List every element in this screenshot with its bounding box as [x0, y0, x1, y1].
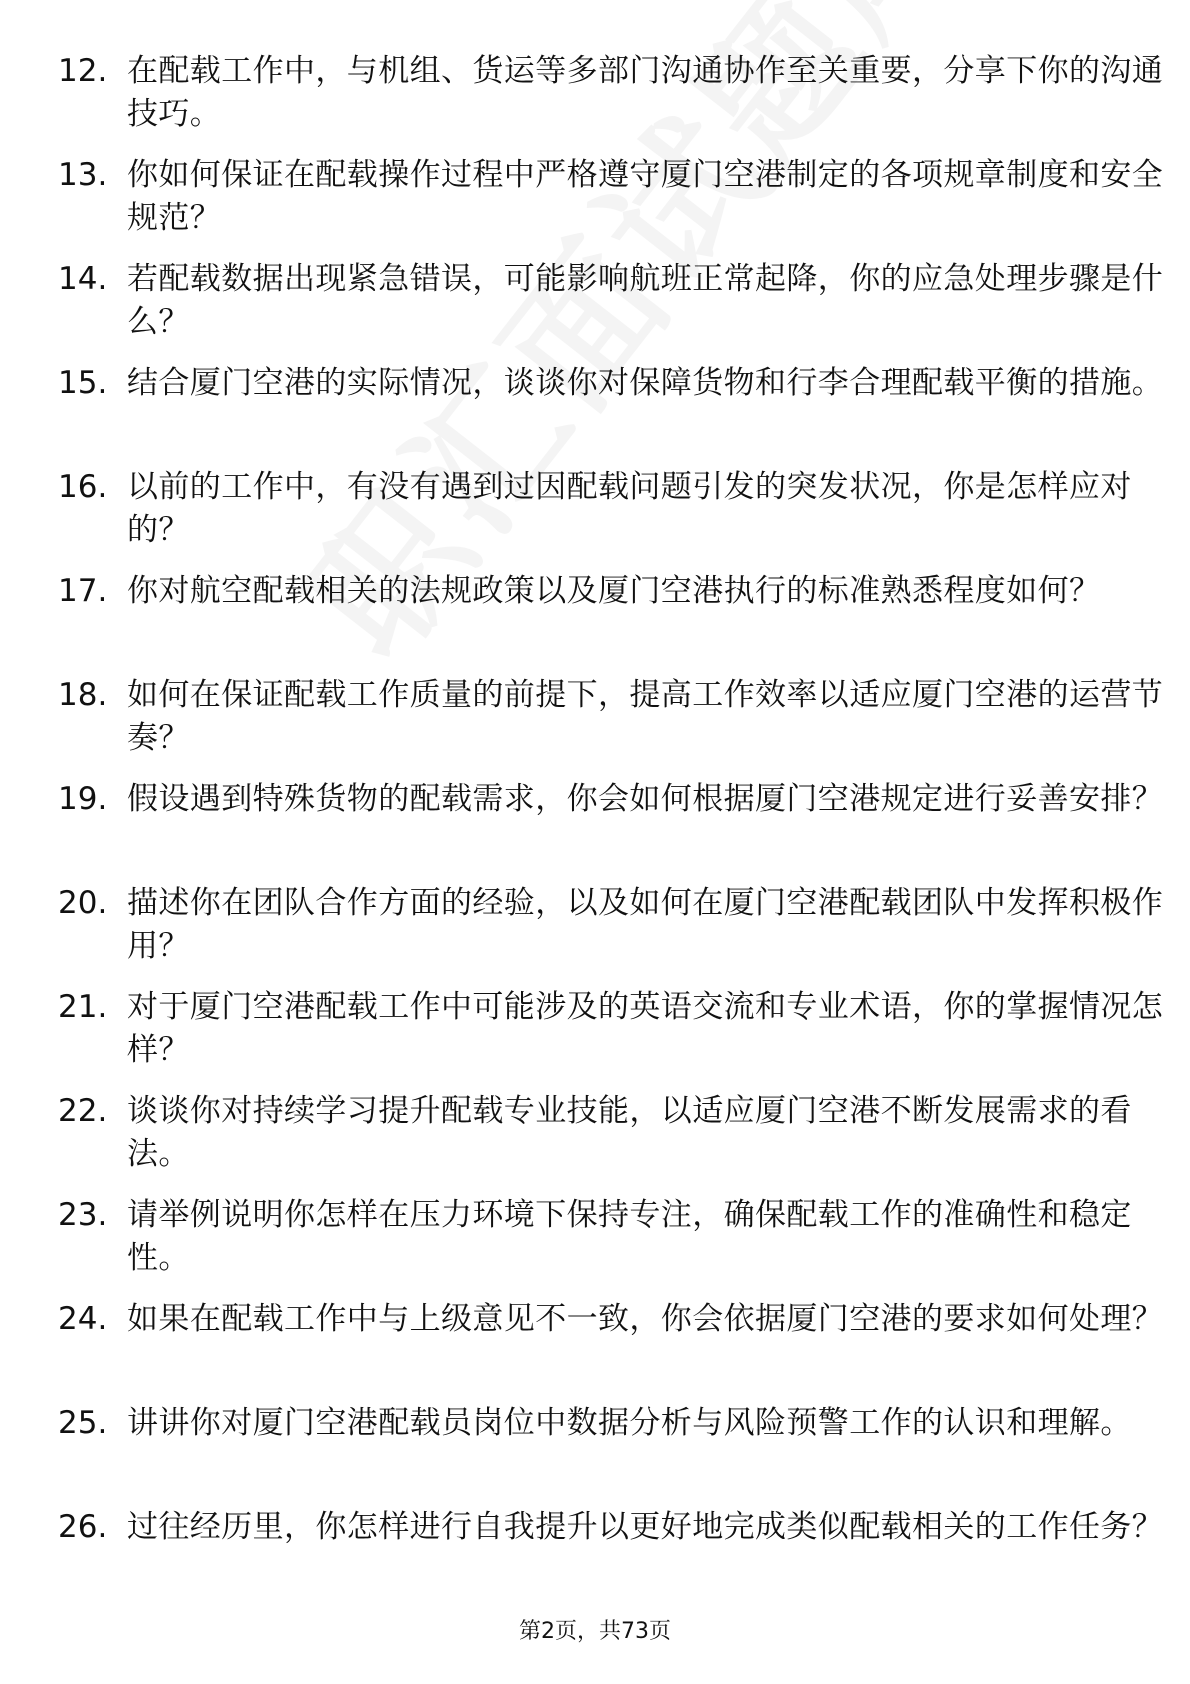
question-text: 假设遇到特殊货物的配载需求，你会如何根据厦门空港规定进行妥善安排？ — [127, 781, 1164, 817]
question-item — [58, 466, 1132, 552]
page-indicator: 第2页，共73页 — [519, 1619, 671, 1644]
question-item — [58, 362, 1164, 448]
question-item — [58, 1298, 1164, 1384]
question-number: 19. — [58, 781, 108, 817]
question-text: 描述你在团队合作方面的经验，以及如何在厦门空港配载团队中发挥积极作用？ — [127, 885, 1164, 964]
question-number: 16. — [58, 469, 108, 505]
question-item — [58, 882, 1164, 968]
question-number: 24. — [58, 1301, 108, 1337]
question-text: 如果在配载工作中与上级意见不一致，你会依据厦门空港的要求如何处理？ — [127, 1301, 1164, 1337]
question-number: 25. — [58, 1405, 108, 1441]
question-number: 12. — [58, 53, 108, 89]
question-text: 如何在保证配载工作质量的前提下，提高工作效率以适应厦门空港的运营节奏？ — [127, 677, 1164, 756]
question-text: 若配载数据出现紧急错误，可能影响航班正常起降，你的应急处理步骤是什么？ — [127, 261, 1164, 340]
question-text: 讲讲你对厦门空港配载员岗位中数据分析与风险预警工作的认识和理解。 — [127, 1405, 1132, 1441]
question-number: 17. — [58, 573, 108, 609]
question-item — [58, 986, 1164, 1072]
question-number: 21. — [58, 989, 108, 1025]
question-number: 13. — [58, 157, 108, 193]
question-number: 18. — [58, 677, 108, 713]
question-item — [58, 154, 1164, 240]
question-text: 过往经历里，你怎样进行自我提升以更好地完成类似配载相关的工作任务？ — [127, 1509, 1164, 1545]
question-item — [58, 1090, 1132, 1176]
question-item — [58, 674, 1164, 760]
question-text: 在配载工作中，与机组、货运等多部门沟通协作至关重要，分享下你的沟通技巧。 — [127, 53, 1164, 132]
question-number: 20. — [58, 885, 108, 921]
question-list — [58, 50, 1164, 1610]
question-text: 以前的工作中，有没有遇到过因配载问题引发的突发状况，你是怎样应对的？ — [127, 469, 1132, 548]
question-item — [58, 50, 1164, 136]
question-number: 15. — [58, 365, 108, 401]
question-number: 23. — [58, 1197, 108, 1233]
question-item — [58, 778, 1164, 864]
question-text: 你对航空配载相关的法规政策以及厦门空港执行的标准熟悉程度如何？ — [127, 573, 1101, 609]
question-text: 你如何保证在配载操作过程中严格遵守厦门空港制定的各项规章制度和安全规范？ — [127, 157, 1164, 236]
question-number: 22. — [58, 1093, 108, 1129]
question-text: 结合厦门空港的实际情况，谈谈你对保障货物和行李合理配载平衡的措施。 — [127, 365, 1164, 401]
question-text: 请举例说明你怎样在压力环境下保持专注，确保配载工作的准确性和稳定性。 — [127, 1197, 1132, 1276]
question-text: 谈谈你对持续学习提升配载专业技能，以适应厦门空港不断发展需求的看法。 — [127, 1093, 1132, 1172]
question-text: 对于厦门空港配载工作中可能涉及的英语交流和专业术语，你的掌握情况怎样？ — [127, 989, 1164, 1068]
question-item — [58, 1402, 1132, 1488]
question-item — [58, 570, 1118, 656]
question-item — [58, 1194, 1132, 1280]
question-item — [58, 258, 1164, 344]
question-number: 26. — [58, 1509, 108, 1545]
question-number: 14. — [58, 261, 108, 297]
question-item — [58, 1506, 1164, 1592]
